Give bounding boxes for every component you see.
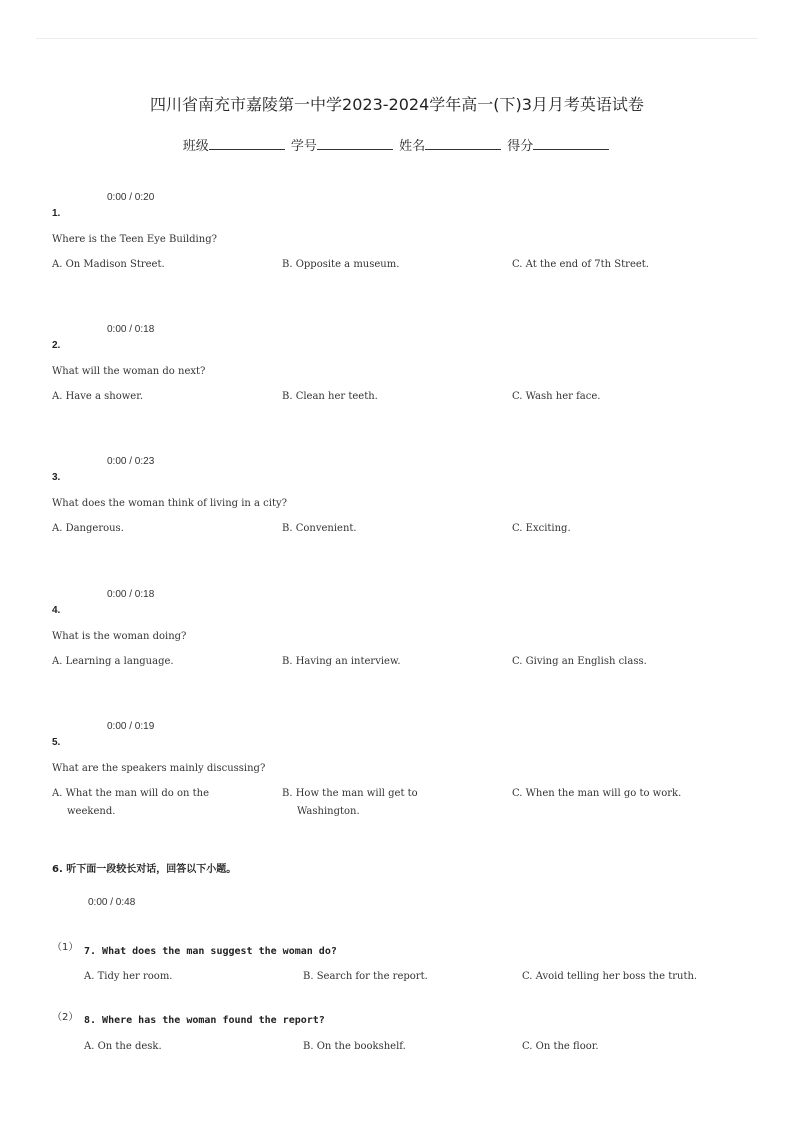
question-number: 4. [52, 605, 61, 616]
info-name-blank[interactable] [425, 137, 501, 150]
question-number: 3. [52, 472, 61, 483]
audio-player-time[interactable]: 0:00 / 0:23 [107, 456, 155, 467]
question-stem: What does the woman think of living in a city? [52, 498, 288, 509]
student-info-line [0, 135, 794, 154]
question-stem: What are the speakers mainly discussing? [52, 763, 266, 774]
question-stem: What will the woman do next? [52, 366, 206, 377]
info-name-label: 姓名 [399, 139, 426, 154]
audio-player-time[interactable]: 0:00 / 0:18 [107, 589, 155, 600]
audio-player-time[interactable]: 0:00 / 0:20 [107, 192, 155, 203]
section-6-heading: 6. 听下面一段较长对话，回答以下小题。 [52, 864, 237, 875]
option-a[interactable]: A. On Madison Street. [52, 259, 165, 270]
question-number: 2. [52, 340, 61, 351]
option-b[interactable]: B. Opposite a museum. [282, 259, 400, 270]
audio-player-time[interactable]: 0:00 / 0:48 [88, 897, 136, 908]
info-number-label: 学号 [290, 139, 317, 154]
option-b[interactable]: B. Search for the report. [303, 971, 428, 982]
subquestion-stem: 8. Where has the woman found the report? [84, 1015, 325, 1026]
option-c[interactable]: C. Giving an English class. [512, 656, 647, 667]
audio-player-time[interactable]: 0:00 / 0:19 [107, 721, 155, 732]
option-b[interactable]: B. On the bookshelf. [303, 1041, 406, 1052]
question-stem: What is the woman doing? [52, 631, 187, 642]
info-score-blank[interactable] [533, 137, 609, 150]
info-number-blank[interactable] [317, 137, 393, 150]
option-c[interactable]: C. Avoid telling her boss the truth. [522, 971, 698, 982]
option-a[interactable]: A. Learning a language. [52, 656, 174, 667]
option-b[interactable]: B. Having an interview. [282, 656, 401, 667]
info-class-blank[interactable] [209, 137, 285, 150]
question-number: 1. [52, 208, 61, 219]
info-score-label: 得分 [507, 139, 534, 154]
subquestion-index: （2） [52, 1012, 79, 1023]
option-c[interactable]: C. At the end of 7th Street. [512, 259, 649, 270]
option-a[interactable]: A. On the desk. [84, 1041, 162, 1052]
subquestion-index: （1） [52, 942, 79, 953]
option-b[interactable]: B. How the man will get to Washington. [282, 788, 418, 817]
option-a[interactable]: A. Have a shower. [52, 391, 144, 402]
question-stem: Where is the Teen Eye Building? [52, 234, 217, 245]
subquestion-stem: 7. What does the man suggest the woman do? [84, 946, 337, 957]
exam-title: 四川省南充市嘉陵第一中学2023-2024学年高一(下)3月月考英语试卷 [150, 95, 644, 114]
info-class-label: 班级 [182, 139, 209, 154]
option-b[interactable]: B. Convenient. [282, 523, 357, 534]
option-b[interactable]: B. Clean her teeth. [282, 391, 378, 402]
option-c[interactable]: C. When the man will go to work. [512, 788, 682, 799]
option-c[interactable]: C. Wash her face. [512, 391, 601, 402]
option-c[interactable]: C. On the floor. [522, 1041, 599, 1052]
option-a[interactable]: A. What the man will do on the weekend. [52, 788, 210, 817]
question-number: 5. [52, 737, 61, 748]
audio-player-time[interactable]: 0:00 / 0:18 [107, 324, 155, 335]
option-c[interactable]: C. Exciting. [512, 523, 571, 534]
top-divider [36, 38, 758, 39]
option-a[interactable]: A. Tidy her room. [84, 971, 173, 982]
option-a[interactable]: A. Dangerous. [52, 523, 124, 534]
